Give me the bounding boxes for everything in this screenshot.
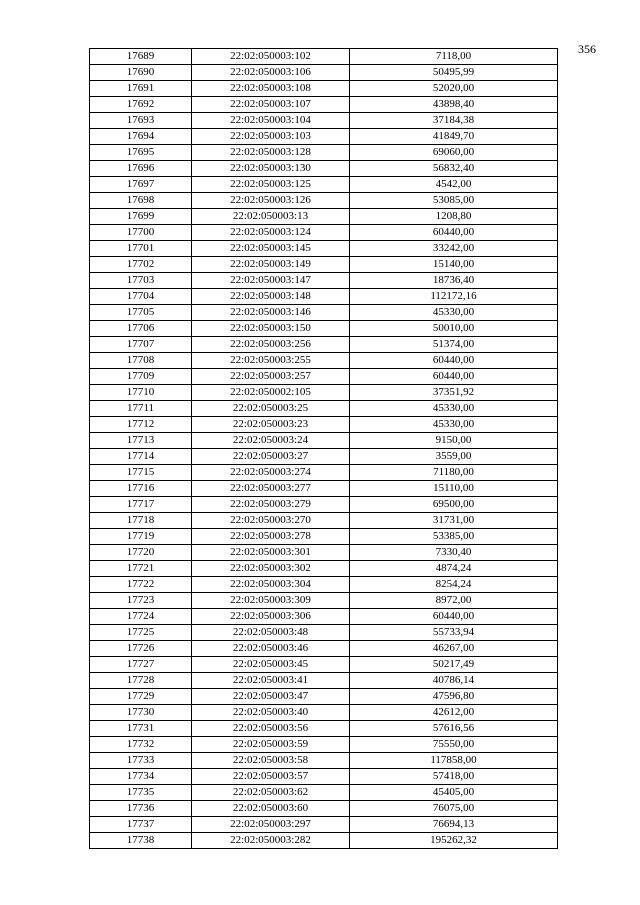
table-row (90, 321, 558, 337)
cadastral-number-cell: 22:02:050003:24 (192, 433, 350, 449)
table-row (90, 209, 558, 225)
value-cell: 1208,80 (350, 209, 558, 225)
value-cell: 41849,70 (350, 129, 558, 145)
row-number-cell: 17727 (90, 657, 192, 673)
table-row (90, 561, 558, 577)
value-cell: 69060,00 (350, 145, 558, 161)
cadastral-number-cell: 22:02:050003:309 (192, 593, 350, 609)
value-cell: 7330,40 (350, 545, 558, 561)
value-cell: 15140,00 (350, 257, 558, 273)
row-number-cell: 17714 (90, 449, 192, 465)
table-row (90, 689, 558, 705)
table-row (90, 497, 558, 513)
row-number-cell: 17700 (90, 225, 192, 241)
row-number-cell: 17733 (90, 753, 192, 769)
cadastral-number-cell: 22:02:050003:257 (192, 369, 350, 385)
row-number-cell: 17726 (90, 641, 192, 657)
row-number-cell: 17717 (90, 497, 192, 513)
row-number-cell: 17710 (90, 385, 192, 401)
cadastral-number-cell: 22:02:050003:107 (192, 97, 350, 113)
table-row (90, 801, 558, 817)
table-row (90, 81, 558, 97)
row-number-cell: 17722 (90, 577, 192, 593)
page-number: 356 (578, 42, 596, 56)
value-cell: 55733,94 (350, 625, 558, 641)
value-cell: 52020,00 (350, 81, 558, 97)
value-cell: 50217,49 (350, 657, 558, 673)
row-number-cell: 17728 (90, 673, 192, 689)
registry-table-body (90, 49, 558, 849)
cadastral-number-cell: 22:02:050003:274 (192, 465, 350, 481)
row-number-cell: 17721 (90, 561, 192, 577)
row-number-cell: 17705 (90, 305, 192, 321)
value-cell: 50010,00 (350, 321, 558, 337)
cadastral-number-cell: 22:02:050003:128 (192, 145, 350, 161)
cadastral-number-cell: 22:02:050003:57 (192, 769, 350, 785)
cadastral-number-cell: 22:02:050003:45 (192, 657, 350, 673)
cadastral-number-cell: 22:02:050003:104 (192, 113, 350, 129)
value-cell: 37351,92 (350, 385, 558, 401)
value-cell: 75550,00 (350, 737, 558, 753)
cadastral-number-cell: 22:02:050003:102 (192, 49, 350, 65)
row-number-cell: 17723 (90, 593, 192, 609)
value-cell: 60440,00 (350, 225, 558, 241)
value-cell: 15110,00 (350, 481, 558, 497)
row-number-cell: 17706 (90, 321, 192, 337)
table-row (90, 257, 558, 273)
row-number-cell: 17738 (90, 833, 192, 849)
cadastral-number-cell: 22:02:050003:306 (192, 609, 350, 625)
cadastral-number-cell: 22:02:050003:106 (192, 65, 350, 81)
table-row (90, 529, 558, 545)
value-cell: 57616,56 (350, 721, 558, 737)
row-number-cell: 17704 (90, 289, 192, 305)
table-row (90, 753, 558, 769)
table-row (90, 241, 558, 257)
value-cell: 47596,80 (350, 689, 558, 705)
value-cell: 53385,00 (350, 529, 558, 545)
row-number-cell: 17719 (90, 529, 192, 545)
row-number-cell: 17713 (90, 433, 192, 449)
row-number-cell: 17694 (90, 129, 192, 145)
row-number-cell: 17701 (90, 241, 192, 257)
row-number-cell: 17707 (90, 337, 192, 353)
row-number-cell: 17724 (90, 609, 192, 625)
cadastral-number-cell: 22:02:050003:62 (192, 785, 350, 801)
row-number-cell: 17712 (90, 417, 192, 433)
table-row (90, 97, 558, 113)
row-number-cell: 17708 (90, 353, 192, 369)
cadastral-number-cell: 22:02:050003:40 (192, 705, 350, 721)
value-cell: 33242,00 (350, 241, 558, 257)
table-row (90, 65, 558, 81)
table-row (90, 193, 558, 209)
table-row (90, 449, 558, 465)
registry-table (89, 48, 558, 849)
table-row (90, 625, 558, 641)
row-number-cell: 17702 (90, 257, 192, 273)
value-cell: 3559,00 (350, 449, 558, 465)
cadastral-number-cell: 22:02:050003:130 (192, 161, 350, 177)
value-cell: 8254,24 (350, 577, 558, 593)
cadastral-number-cell: 22:02:050003:56 (192, 721, 350, 737)
value-cell: 8972,00 (350, 593, 558, 609)
row-number-cell: 17697 (90, 177, 192, 193)
row-number-cell: 17689 (90, 49, 192, 65)
table-row (90, 641, 558, 657)
table-row (90, 417, 558, 433)
row-number-cell: 17737 (90, 817, 192, 833)
cadastral-number-cell: 22:02:050003:302 (192, 561, 350, 577)
cadastral-number-cell: 22:02:050003:301 (192, 545, 350, 561)
row-number-cell: 17734 (90, 769, 192, 785)
table-row (90, 721, 558, 737)
row-number-cell: 17735 (90, 785, 192, 801)
table-row (90, 145, 558, 161)
value-cell: 60440,00 (350, 609, 558, 625)
cadastral-number-cell: 22:02:050003:277 (192, 481, 350, 497)
value-cell: 9150,00 (350, 433, 558, 449)
value-cell: 56832,40 (350, 161, 558, 177)
cadastral-number-cell: 22:02:050003:126 (192, 193, 350, 209)
row-number-cell: 17692 (90, 97, 192, 113)
value-cell: 18736,40 (350, 273, 558, 289)
row-number-cell: 17699 (90, 209, 192, 225)
table-row (90, 465, 558, 481)
table-row (90, 673, 558, 689)
value-cell: 60440,00 (350, 369, 558, 385)
cadastral-number-cell: 22:02:050003:256 (192, 337, 350, 353)
cadastral-number-cell: 22:02:050003:124 (192, 225, 350, 241)
row-number-cell: 17720 (90, 545, 192, 561)
value-cell: 45330,00 (350, 401, 558, 417)
table-row (90, 433, 558, 449)
value-cell: 31731,00 (350, 513, 558, 529)
cadastral-number-cell: 22:02:050003:148 (192, 289, 350, 305)
value-cell: 40786,14 (350, 673, 558, 689)
row-number-cell: 17691 (90, 81, 192, 97)
cadastral-number-cell: 22:02:050003:48 (192, 625, 350, 641)
table-row (90, 817, 558, 833)
value-cell: 60440,00 (350, 353, 558, 369)
row-number-cell: 17696 (90, 161, 192, 177)
cadastral-number-cell: 22:02:050003:46 (192, 641, 350, 657)
cadastral-number-cell: 22:02:050003:149 (192, 257, 350, 273)
value-cell: 43898,40 (350, 97, 558, 113)
value-cell: 45330,00 (350, 305, 558, 321)
value-cell: 4874,24 (350, 561, 558, 577)
cadastral-number-cell: 22:02:050003:145 (192, 241, 350, 257)
row-number-cell: 17703 (90, 273, 192, 289)
cadastral-number-cell: 22:02:050003:13 (192, 209, 350, 225)
value-cell: 112172,16 (350, 289, 558, 305)
value-cell: 42612,00 (350, 705, 558, 721)
table-row (90, 769, 558, 785)
value-cell: 45405,00 (350, 785, 558, 801)
cadastral-number-cell: 22:02:050003:47 (192, 689, 350, 705)
row-number-cell: 17725 (90, 625, 192, 641)
table-row (90, 657, 558, 673)
cadastral-number-cell: 22:02:050003:297 (192, 817, 350, 833)
table-row (90, 289, 558, 305)
table-row (90, 369, 558, 385)
table-row (90, 225, 558, 241)
table-row (90, 353, 558, 369)
table-row (90, 513, 558, 529)
cadastral-number-cell: 22:02:050003:58 (192, 753, 350, 769)
cadastral-number-cell: 22:02:050003:41 (192, 673, 350, 689)
row-number-cell: 17732 (90, 737, 192, 753)
row-number-cell: 17690 (90, 65, 192, 81)
row-number-cell: 17718 (90, 513, 192, 529)
cadastral-number-cell: 22:02:050003:147 (192, 273, 350, 289)
value-cell: 76694,13 (350, 817, 558, 833)
value-cell: 117858,00 (350, 753, 558, 769)
row-number-cell: 17716 (90, 481, 192, 497)
table-row (90, 305, 558, 321)
row-number-cell: 17731 (90, 721, 192, 737)
table-row (90, 177, 558, 193)
row-number-cell: 17693 (90, 113, 192, 129)
cadastral-number-cell: 22:02:050003:27 (192, 449, 350, 465)
cadastral-number-cell: 22:02:050003:60 (192, 801, 350, 817)
table-row (90, 129, 558, 145)
table-row (90, 609, 558, 625)
table-row (90, 545, 558, 561)
table-row (90, 737, 558, 753)
value-cell: 71180,00 (350, 465, 558, 481)
cadastral-number-cell: 22:02:050003:270 (192, 513, 350, 529)
table-row (90, 273, 558, 289)
cadastral-number-cell: 22:02:050003:282 (192, 833, 350, 849)
row-number-cell: 17729 (90, 689, 192, 705)
cadastral-number-cell: 22:02:050003:146 (192, 305, 350, 321)
value-cell: 57418,00 (350, 769, 558, 785)
cadastral-number-cell: 22:02:050003:59 (192, 737, 350, 753)
cadastral-number-cell: 22:02:050003:103 (192, 129, 350, 145)
row-number-cell: 17711 (90, 401, 192, 417)
value-cell: 45330,00 (350, 417, 558, 433)
value-cell: 37184,38 (350, 113, 558, 129)
cadastral-number-cell: 22:02:050002:105 (192, 385, 350, 401)
table-row (90, 113, 558, 129)
row-number-cell: 17715 (90, 465, 192, 481)
cadastral-number-cell: 22:02:050003:150 (192, 321, 350, 337)
value-cell: 69500,00 (350, 497, 558, 513)
table-row (90, 705, 558, 721)
row-number-cell: 17698 (90, 193, 192, 209)
value-cell: 50495,99 (350, 65, 558, 81)
table-row (90, 577, 558, 593)
row-number-cell: 17709 (90, 369, 192, 385)
value-cell: 76075,00 (350, 801, 558, 817)
table-row (90, 593, 558, 609)
cadastral-number-cell: 22:02:050003:108 (192, 81, 350, 97)
value-cell: 4542,00 (350, 177, 558, 193)
value-cell: 7118,00 (350, 49, 558, 65)
table-row (90, 337, 558, 353)
table-row (90, 49, 558, 65)
table-row (90, 481, 558, 497)
cadastral-number-cell: 22:02:050003:23 (192, 417, 350, 433)
table-row (90, 833, 558, 849)
value-cell: 46267,00 (350, 641, 558, 657)
row-number-cell: 17736 (90, 801, 192, 817)
row-number-cell: 17695 (90, 145, 192, 161)
value-cell: 51374,00 (350, 337, 558, 353)
table-row (90, 785, 558, 801)
value-cell: 195262,32 (350, 833, 558, 849)
table-row (90, 161, 558, 177)
cadastral-number-cell: 22:02:050003:25 (192, 401, 350, 417)
table-row (90, 401, 558, 417)
cadastral-number-cell: 22:02:050003:125 (192, 177, 350, 193)
value-cell: 53085,00 (350, 193, 558, 209)
table-row (90, 385, 558, 401)
cadastral-number-cell: 22:02:050003:279 (192, 497, 350, 513)
cadastral-number-cell: 22:02:050003:255 (192, 353, 350, 369)
row-number-cell: 17730 (90, 705, 192, 721)
cadastral-number-cell: 22:02:050003:304 (192, 577, 350, 593)
cadastral-number-cell: 22:02:050003:278 (192, 529, 350, 545)
